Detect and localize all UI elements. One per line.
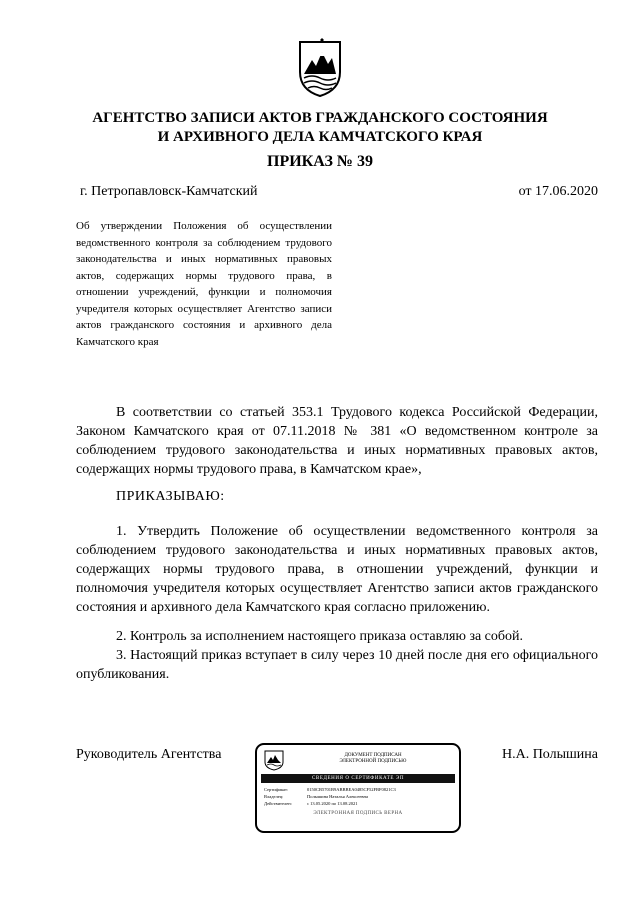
- stamp-validity-value: с 13.05.2020 по 13.08.2021: [307, 801, 358, 806]
- stamp-owner-label: Владелец:: [264, 794, 284, 799]
- city: г. Петропавловск-Камчатский: [80, 184, 258, 199]
- signer-name: Н.А. Полышина: [501, 747, 598, 762]
- order-subject: Об утверждении Положения об осуществлении ведомственного контроля за соблюдением трудового законодательства и иных нормативных правовых актов, содержащих нормы трудового права, в отношении учреждений, функции и полномочия учредителя которых осуществляет Агентство записи актов гражданского состояния и архивного дела Камчатского края: [76, 220, 332, 348]
- agency-name-line1: АГЕНТСТВО ЗАПИСИ АКТОВ ГРАЖДАНСКОГО СОСТОЯНИЯ: [92, 110, 548, 126]
- stamp-emblem-icon: [263, 749, 285, 771]
- intro-paragraph: В соответствии со статьей 353.1 Трудового кодекса Российской Федерации, Законом Камчатского края от 07.11.2018 № 381 «О ведомственном контроле за соблюдением трудового законодательства и иных нормативных правовых актов, содержащих нормы трудового права, в Камчатском крае»,: [76, 405, 598, 477]
- stamp-certificate-bar: СВЕДЕНИЯ О СЕРТИФИКАТЕ ЭП: [261, 774, 455, 783]
- agency-name-line2: И АРХИВНОГО ДЕЛА КАМЧАТСКОГО КРАЯ: [157, 129, 483, 145]
- stamp-certificate-value: 0150CB5701B9ABBBEA0485CF52FBF0821C3: [307, 787, 396, 792]
- order-title: ПРИКАЗ № 39: [267, 153, 373, 170]
- stamp-footer: ЭЛЕКТРОННАЯ ПОДПИСЬ ВЕРНА: [313, 811, 403, 816]
- kamchatka-coat-of-arms-icon: [296, 38, 344, 98]
- stamp-title-line2: ЭЛЕКТРОННОЙ ПОДПИСЬЮ: [339, 759, 407, 764]
- stamp-title-line1: ДОКУМЕНТ ПОДПИСАН: [344, 753, 402, 758]
- order-item-3: 3. Настоящий приказ вступает в силу через 10 дней после дня его официального опубликования.: [76, 648, 598, 682]
- stamp-validity-label: Действителен:: [264, 801, 292, 806]
- e-signature-stamp: [255, 743, 461, 833]
- order-date: от 17.06.2020: [518, 184, 598, 199]
- stamp-certificate-label: Сертификат:: [264, 787, 289, 792]
- order-item-2: 2. Контроль за исполнением настоящего приказа оставляю за собой.: [116, 629, 524, 644]
- order-word: ПРИКАЗЫВАЮ:: [116, 489, 225, 504]
- stamp-owner-value: Полышина Наталья Алексеевна: [307, 794, 368, 799]
- order-item-1: 1. Утвердить Положение об осуществлении ведомственного контроля за соблюдением трудового законодательства и иных нормативных правовых актов, содержащих нормы трудового права, в отношении учреждений, функции и полномочия учредителя которых осуществляет Агентство записи актов гражданского состояния и архивного дела Камчатского края согласно приложению.: [76, 524, 598, 615]
- signer-position: Руководитель Агентства: [76, 747, 222, 762]
